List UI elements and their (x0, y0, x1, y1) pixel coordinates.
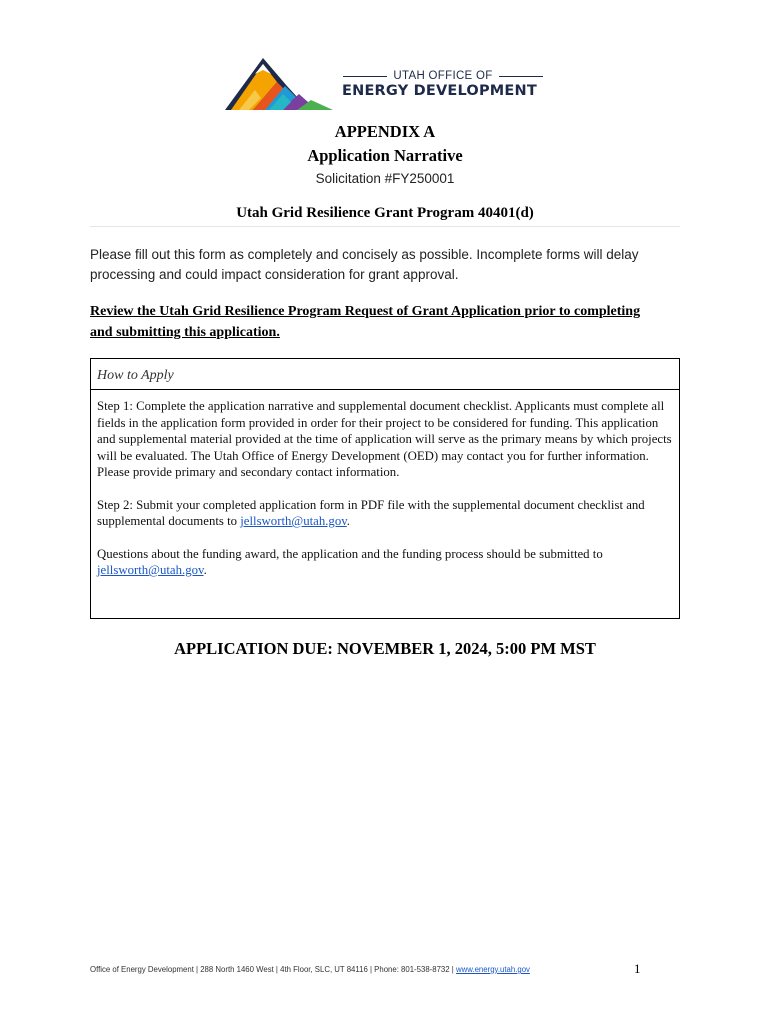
how-to-apply-body (91, 390, 679, 579)
divider (90, 226, 680, 227)
step1-paragraph: Step 1: Complete the application narrative and supplemental document checklist. Applicants must complete all fields in the application form provided in order for their project to be considered for funding. This application and supplemental material provided at the time of application will serve as the primary means by which projects will be evaluated. The Utah Office of Energy Development (OED) may contact you for further information. Please provide primary and secondary contact information. (97, 399, 672, 479)
document-title: Application Narrative (307, 146, 463, 165)
questions-email-link[interactable]: jellsworth@utah.gov (97, 563, 204, 577)
program-title: Utah Grid Resilience Grant Program 40401(d) (236, 205, 534, 221)
intro-paragraph: Please fill out this form as completely and concisely as possible. Incomplete forms will delay processing and could impact consideration for grant approval. (90, 247, 639, 282)
solicitation-number: Solicitation #FY250001 (315, 171, 455, 186)
how-to-apply-heading: How to Apply (91, 359, 679, 390)
footer-text: Office of Energy Development | 288 North 1460 West | 4th Floor, SLC, UT 84116 | Phone: 801-538-8732 | (90, 965, 456, 974)
application-due-date: APPLICATION DUE: NOVEMBER 1, 2024, 5:00 PM MST (174, 639, 596, 658)
page-number: 1 (634, 961, 641, 976)
footer-website-link[interactable]: www.energy.utah.gov (455, 965, 530, 974)
appendix-title: APPENDIX A (334, 122, 436, 141)
logo-text-line2: ENERGY DEVELOPMENT (342, 83, 537, 99)
step2-paragraph: Step 2: Submit your completed application form in PDF file with the supplemental document checklist and supplemental documents to jellsworth@utah.gov. (97, 497, 645, 528)
mountain-logo-icon (225, 50, 340, 112)
step2-email-link[interactable]: jellsworth@utah.gov (240, 514, 347, 528)
how-to-apply-box (90, 358, 680, 619)
oed-logo (225, 50, 545, 112)
questions-paragraph: Questions about the funding award, the application and the funding process should be submitted to jellsworth@utah.gov. (97, 546, 603, 577)
review-note: Review the Utah Grid Resilience Program Request of Grant Application prior to completing and submitting this application. (90, 304, 641, 340)
logo-text-line1: UTAH OFFICE OF (343, 70, 543, 82)
footer (90, 965, 530, 974)
